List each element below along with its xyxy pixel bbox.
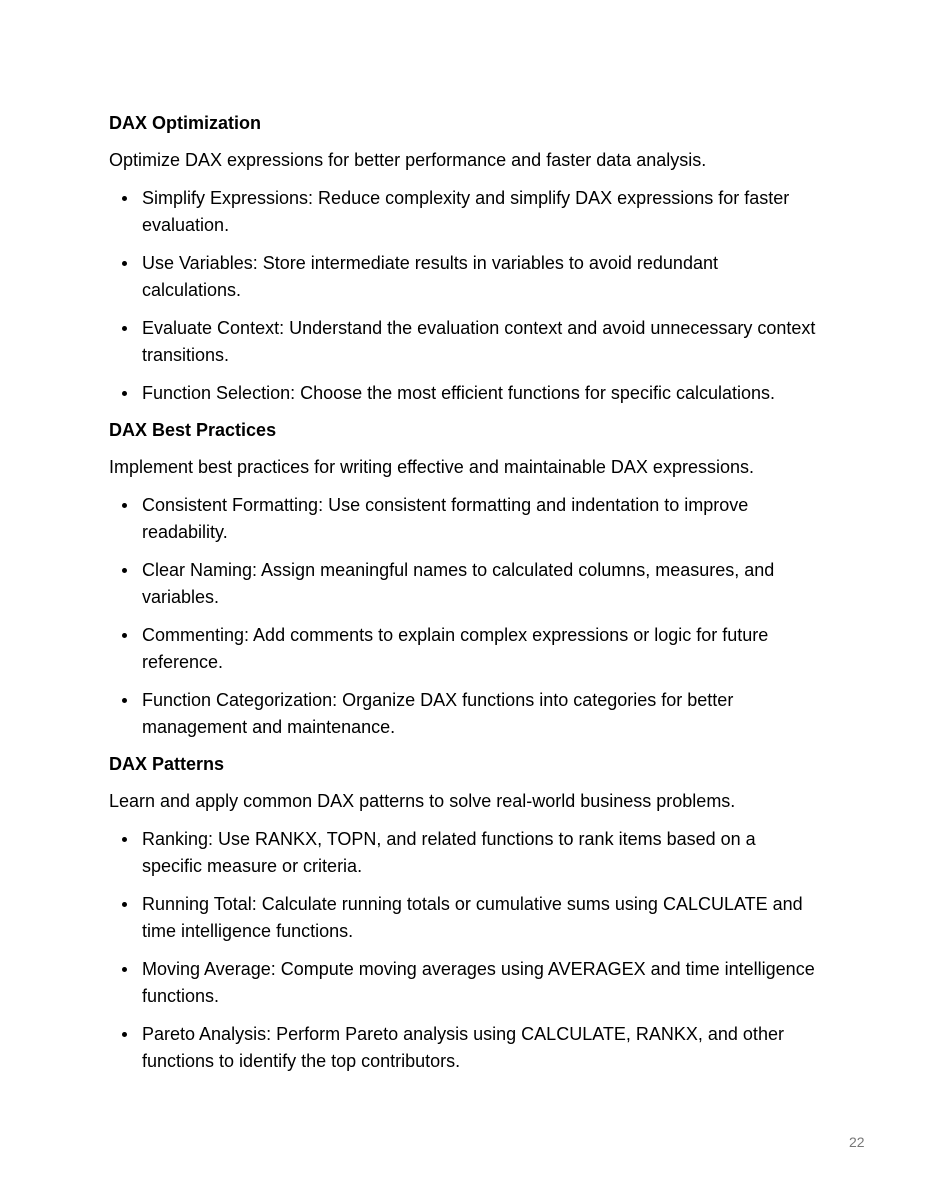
section-dax-patterns: [109, 752, 819, 1075]
list-item: Use Variables: Store intermediate results in variables to avoid redundant calculations.: [109, 250, 819, 304]
list-item: Ranking: Use RANKX, TOPN, and related functions to rank items based on a specific measure or criteria.: [109, 826, 819, 880]
section-heading: DAX Patterns: [109, 754, 225, 774]
bullet-list: [109, 492, 819, 741]
list-item: Moving Average: Compute moving averages using AVERAGEX and time intelligence functions.: [109, 956, 819, 1010]
list-item: Simplify Expressions: Reduce complexity and simplify DAX expressions for faster evaluation.: [109, 185, 819, 239]
list-item: Clear Naming: Assign meaningful names to calculated columns, measures, and variables.: [109, 557, 819, 611]
section-intro: Optimize DAX expressions for better performance and faster data analysis.: [109, 150, 707, 170]
page-number: 22: [849, 1134, 865, 1150]
section-heading: DAX Optimization: [109, 113, 261, 133]
list-item: Function Categorization: Organize DAX functions into categories for better management and maintenance.: [109, 687, 819, 741]
list-item: Running Total: Calculate running totals or cumulative sums using CALCULATE and time intelligence functions.: [109, 891, 819, 945]
bullet-list: [109, 185, 819, 407]
section-heading: DAX Best Practices: [109, 420, 277, 440]
list-item: Function Selection: Choose the most efficient functions for specific calculations.: [109, 380, 819, 407]
section-intro: Learn and apply common DAX patterns to solve real-world business problems.: [109, 791, 736, 811]
section-dax-optimization: [109, 111, 819, 407]
list-item: Evaluate Context: Understand the evaluation context and avoid unnecessary context transitions.: [109, 315, 819, 369]
section-dax-best-practices: [109, 418, 819, 741]
list-item: Pareto Analysis: Perform Pareto analysis using CALCULATE, RANKX, and other functions to identify the top contributors.: [109, 1021, 819, 1075]
list-item: Commenting: Add comments to explain complex expressions or logic for future reference.: [109, 622, 819, 676]
section-intro: Implement best practices for writing effective and maintainable DAX expressions.: [109, 457, 754, 477]
list-item: Consistent Formatting: Use consistent formatting and indentation to improve readability.: [109, 492, 819, 546]
bullet-list: [109, 826, 819, 1075]
page-content: [109, 111, 819, 1086]
